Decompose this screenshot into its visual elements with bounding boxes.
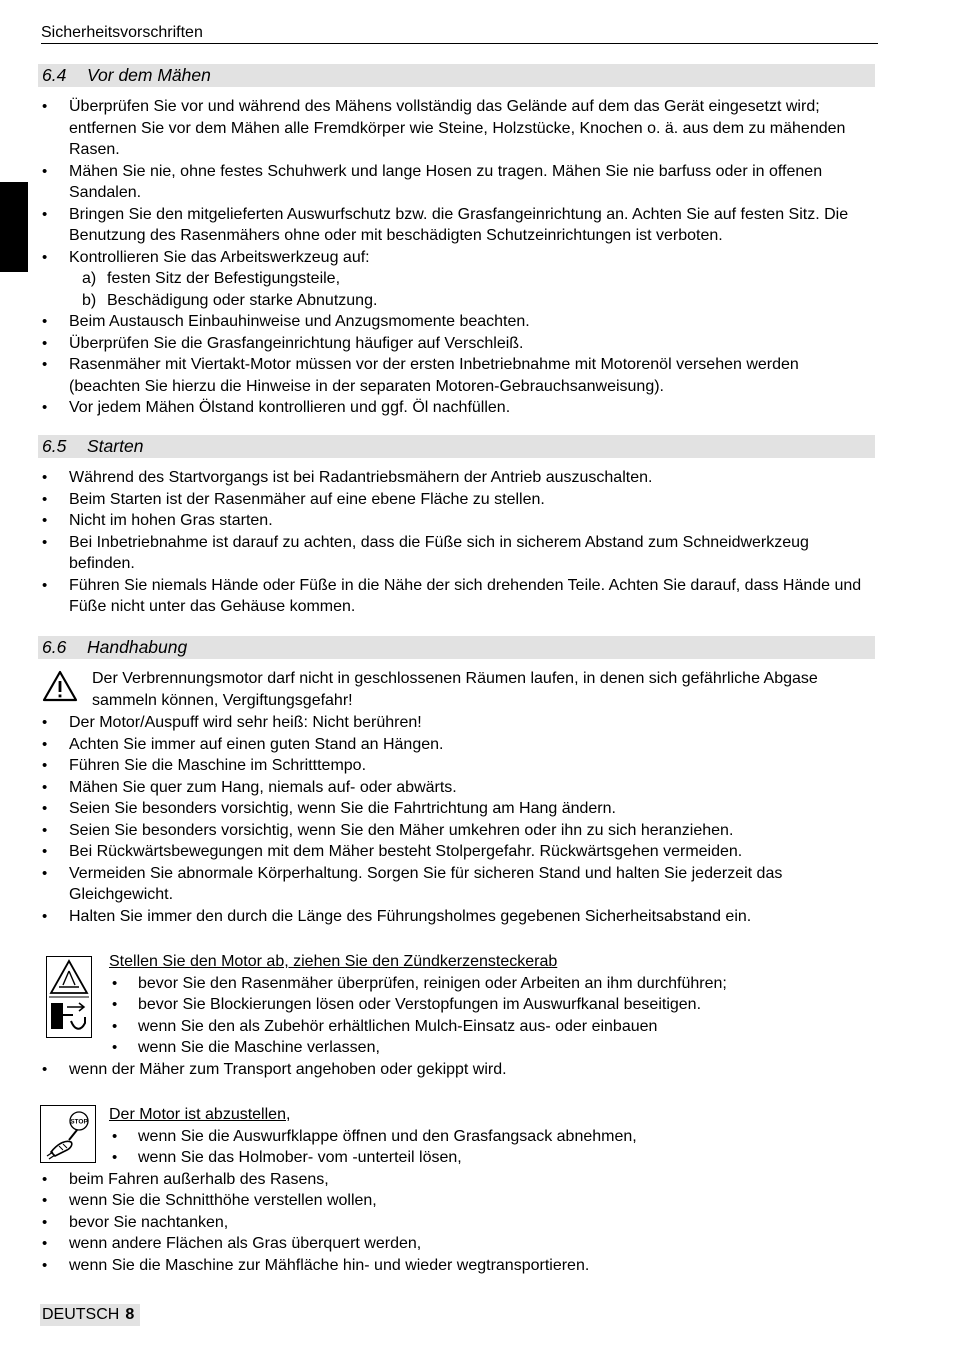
running-header (41, 22, 878, 44)
section-6-4-body (0, 96, 954, 419)
bullet-list (0, 96, 954, 268)
list-item: • Überprüfen Sie die Grasfangeinrichtung häufiger auf Verschleiß. (0, 333, 869, 355)
sub-item-mark: b) (82, 291, 97, 309)
list-item: • Mähen Sie nie, ohne festes Schuhwerk und lange Hosen zu tragen. Mähen Sie nie barfuss oder in offenen Sandalen. (0, 161, 869, 204)
list-item: • wenn Sie die Maschine verlassen, (0, 1037, 868, 1059)
list-item: • Führen Sie niemals Hände oder Füße in die Nähe der sich drehenden Teile. Achten Sie darauf, dass Hände und Füße nicht unter das Gehäuse kommen. (0, 575, 869, 618)
list-item: • Bringen Sie den mitgelieferten Auswurfschutz bzw. die Grasfangeinrichtung an. Achten Sie auf festen Sitz. Die Benutzung des Rasenmähers ohne oder mit beschädigten Schutzeinrichtungen ist verboten. (0, 204, 869, 247)
section-number: 6.4 (42, 65, 67, 85)
list-item: • Während des Startvorgangs ist bei Radantriebsmähern der Antrieb auszuschalten. (0, 467, 869, 489)
list-item: • Der Motor/Auspuff wird sehr heiß: Nicht berühren! (0, 712, 869, 734)
sub-item-text: Beschädigung oder starke Abnutzung. (107, 291, 378, 309)
list-item: • wenn andere Flächen als Gras überquert werden, (0, 1233, 869, 1255)
list-item: • bevor Sie nachtanken, (0, 1212, 869, 1234)
warning-text: Der Verbrennungsmotor darf nicht in geschlossenen Räumen laufen, in denen sich gefährliche Abgase sammeln können, Vergiftungsgefahr! (92, 670, 818, 709)
list-item: • Seien Sie besonders vorsichtig, wenn Sie die Fahrtrichtung am Hang ändern. (0, 798, 869, 820)
section-heading-6-5 (38, 435, 875, 458)
list-item: • Nicht im hohen Gras starten. (0, 510, 869, 532)
section-heading-6-6 (38, 636, 875, 659)
list-item: • bevor Sie Blockierungen lösen oder Verstopfungen im Auswurfkanal beseitigen. (0, 994, 868, 1016)
list-item: • Seien Sie besonders vorsichtig, wenn Sie den Mäher umkehren oder ihn zu sich heranziehen. (0, 820, 869, 842)
list-item: • beim Fahren außerhalb des Rasens, (0, 1169, 869, 1191)
list-item: • wenn Sie die Schnitthöhe verstellen wollen, (0, 1190, 869, 1212)
list-item: • Halten Sie immer den durch die Länge des Führungsholmes gegebenen Sicherheitsabstand ein. (0, 906, 869, 928)
sub-item-text: festen Sitz der Befestigungsteile, (107, 270, 341, 287)
list-item: • wenn Sie den als Zubehör erhältlichen Mulch-Einsatz aus- oder einbauen (0, 1016, 868, 1038)
footer-language: DEUTSCH (42, 1306, 120, 1323)
section-number: 6.6 (42, 637, 67, 657)
sub-item-mark: a) (82, 270, 97, 287)
spark-plug-block (0, 951, 954, 1080)
list-item: • Überprüfen Sie vor und während des Mähens vollständig das Gelände auf dem das Gerät eingesetzt wird; entfernen Sie vor dem Mähen alle Fremdkörper wie Steine, Holzstücke, Knochen o. ä. aus dem zu mähenden Rasen. (0, 96, 869, 161)
stop-title: Der Motor ist abzustellen, (109, 1106, 291, 1123)
list-item: • Führen Sie die Maschine im Schritttempo. (0, 755, 869, 777)
list-item: • Kontrollieren Sie das Arbeitswerkzeug auf: (0, 247, 869, 269)
list-item: • wenn der Mäher zum Transport angehoben oder gekippt wird. (0, 1059, 869, 1081)
bullet-list (0, 467, 954, 618)
list-item: • Beim Starten ist der Rasenmäher auf eine ebene Fläche zu stellen. (0, 489, 869, 511)
list-item: • bevor Sie den Rasenmäher überprüfen, reinigen oder Arbeiten an ihm durchführen; (0, 973, 868, 995)
section-6-5-body (0, 467, 954, 618)
section-6-6-body (0, 712, 954, 927)
page-number: 8 (125, 1306, 135, 1323)
section-number: 6.5 (42, 436, 67, 456)
list-item: • Beim Austausch Einbauhinweise und Anzugsmomente beachten. (0, 311, 869, 333)
list-item: • Vermeiden Sie abnormale Körperhaltung. Sorgen Sie für sicheren Stand und halten Sie jederzeit das Gleichgewicht. (0, 863, 869, 906)
list-item: • Bei Inbetriebnahme ist darauf zu achten, dass die Füße sich in sicherem Abstand zum Schneidwerkzeug befinden. (0, 532, 869, 575)
section-title: Vor dem Mähen (87, 65, 211, 85)
list-item: • Achten Sie immer auf einen guten Stand an Hängen. (0, 734, 869, 756)
list-item: • wenn Sie die Maschine zur Mähfläche hin- und wieder wegtransportieren. (0, 1255, 869, 1277)
page-footer (40, 1304, 140, 1326)
spark-plug-title: Stellen Sie den Motor ab, ziehen Sie den Zündkerzensteckerab (109, 953, 558, 970)
list-item: • Mähen Sie quer zum Hang, niemals auf- oder abwärts. (0, 777, 869, 799)
section-heading-6-4 (38, 64, 875, 87)
section-title: Starten (87, 436, 144, 456)
stop-sign-text: STOP (70, 1118, 88, 1126)
warning-triangle-icon (42, 670, 78, 702)
list-item: • wenn Sie die Auswurfklappe öffnen und den Grasfangsack abnehmen, (0, 1126, 868, 1148)
stop-block (0, 1104, 954, 1276)
bullet-list (0, 1169, 954, 1277)
list-item: • Rasenmäher mit Viertakt-Motor müssen vor der ersten Inbetriebnahme mit Motorenöl versehen werden (beachten Sie hierzu die Hinweise in der separaten Motoren-Gebrauchsanweisung). (0, 354, 869, 397)
running-header-title: Sicherheitsvorschriften (41, 24, 203, 41)
list-item: • wenn Sie das Holmober- vom -unterteil lösen, (0, 1147, 868, 1169)
section-title: Handhabung (87, 637, 188, 657)
sub-item (0, 268, 954, 290)
list-item: • Vor jedem Mähen Ölstand kontrollieren und ggf. Öl nachfüllen. (0, 397, 869, 419)
bullet-list (0, 1126, 954, 1169)
bullet-list (0, 311, 954, 419)
bullet-list (0, 973, 954, 1059)
bullet-list (0, 712, 954, 927)
bullet-list (0, 1059, 954, 1081)
list-item: • Bei Rückwärtsbewegungen mit dem Mäher besteht Stolpergefahr. Rückwärtsgehen vermeiden. (0, 841, 869, 863)
sub-item (0, 290, 954, 312)
